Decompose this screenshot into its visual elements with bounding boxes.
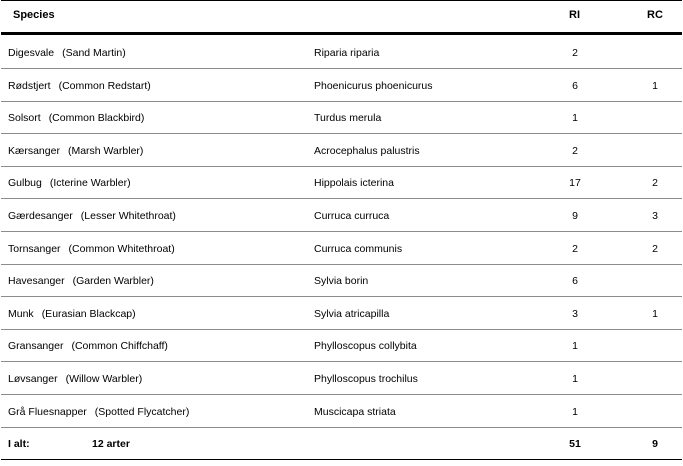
species-name — [8, 275, 154, 287]
table-row — [1, 265, 682, 297]
ri-value: 2 — [572, 243, 578, 255]
english-name: (Common Redstart) — [58, 80, 151, 92]
latin-name: Curruca curruca — [314, 210, 390, 222]
species-name — [8, 308, 136, 320]
species-name — [8, 210, 176, 222]
latin-name: Phoenicurus phoenicurus — [314, 80, 433, 92]
english-name: (Common Blackbird) — [48, 112, 145, 124]
species-name — [8, 340, 168, 352]
latin-name: Hippolais icterina — [314, 177, 394, 189]
latin-name: Muscicapa striata — [314, 406, 396, 418]
species-name — [8, 177, 131, 189]
rc-value: 2 — [652, 243, 658, 255]
english-name: (Lesser Whitethroat) — [80, 210, 176, 222]
header-species: Species — [13, 9, 55, 21]
ri-value: 2 — [572, 47, 578, 59]
species-name — [8, 373, 142, 385]
ri-value: 9 — [572, 210, 578, 222]
total-row — [1, 428, 682, 460]
latin-name: Curruca communis — [314, 243, 403, 255]
danish-name: Rødstjert — [8, 80, 51, 92]
species-name — [8, 243, 175, 255]
ri-value: 1 — [572, 112, 578, 124]
english-name: (Common Chiffchaff) — [71, 340, 168, 352]
table-header — [1, 0, 682, 35]
header-ri: RI — [569, 9, 580, 21]
latin-name: Riparia riparia — [314, 47, 380, 59]
latin-name: Sylvia borin — [314, 275, 369, 287]
ri-value: 17 — [569, 177, 581, 189]
latin-name: Phylloscopus collybita — [314, 340, 417, 352]
table-row — [1, 37, 682, 69]
danish-name: Tornsanger — [8, 243, 61, 255]
total-ri: 51 — [569, 438, 581, 450]
table-row — [1, 102, 682, 134]
latin-name: Sylvia atricapilla — [314, 308, 390, 320]
english-name: (Sand Martin) — [62, 47, 126, 59]
english-name: (Eurasian Blackcap) — [41, 308, 136, 320]
danish-name: Gulbug — [8, 177, 42, 189]
ri-value: 3 — [572, 308, 578, 320]
species-name — [8, 145, 143, 157]
table-row — [1, 70, 682, 102]
species-name — [8, 406, 189, 418]
ri-value: 1 — [572, 373, 578, 385]
english-name: (Icterine Warbler) — [49, 177, 131, 189]
english-name: (Spotted Flycatcher) — [94, 406, 190, 418]
danish-name: Gransanger — [8, 340, 64, 352]
species-name — [8, 112, 144, 124]
english-name: (Marsh Warbler) — [67, 145, 144, 157]
danish-name: Digesvale — [8, 47, 55, 59]
species-table — [1, 0, 682, 466]
rc-value: 1 — [652, 308, 658, 320]
ri-value: 6 — [572, 275, 578, 287]
total-count: 12 arter — [92, 438, 130, 450]
table-row — [1, 363, 682, 395]
ri-value: 1 — [572, 340, 578, 352]
rc-value: 2 — [652, 177, 658, 189]
danish-name: Løvsanger — [8, 373, 58, 385]
danish-name: Grå Fluesnapper — [8, 406, 87, 418]
rc-value: 1 — [652, 80, 658, 92]
danish-name: Solsort — [8, 112, 41, 124]
ri-value: 6 — [572, 80, 578, 92]
ri-value: 2 — [572, 145, 578, 157]
latin-name: Phylloscopus trochilus — [314, 373, 418, 385]
danish-name: Havesanger — [8, 275, 65, 287]
danish-name: Munk — [8, 308, 34, 320]
latin-name: Acrocephalus palustris — [314, 145, 420, 157]
species-name — [8, 80, 151, 92]
ri-value: 1 — [572, 406, 578, 418]
total-rc: 9 — [652, 438, 658, 450]
danish-name: Gærdesanger — [8, 210, 73, 222]
latin-name: Turdus merula — [314, 112, 382, 124]
danish-name: Kærsanger — [8, 145, 60, 157]
table-row — [1, 233, 682, 265]
table-row — [1, 135, 682, 167]
english-name: (Garden Warbler) — [72, 275, 154, 287]
table-row — [1, 200, 682, 232]
rc-value: 3 — [652, 210, 658, 222]
table-row — [1, 298, 682, 330]
english-name: (Common Whitethroat) — [68, 243, 175, 255]
total-label: I alt: — [8, 438, 30, 450]
header-rule — [1, 32, 682, 35]
english-name: (Willow Warbler) — [65, 373, 143, 385]
table-row — [1, 167, 682, 199]
table-row — [1, 396, 682, 428]
header-rc: RC — [647, 9, 663, 21]
table-row — [1, 330, 682, 362]
species-name — [8, 47, 126, 59]
